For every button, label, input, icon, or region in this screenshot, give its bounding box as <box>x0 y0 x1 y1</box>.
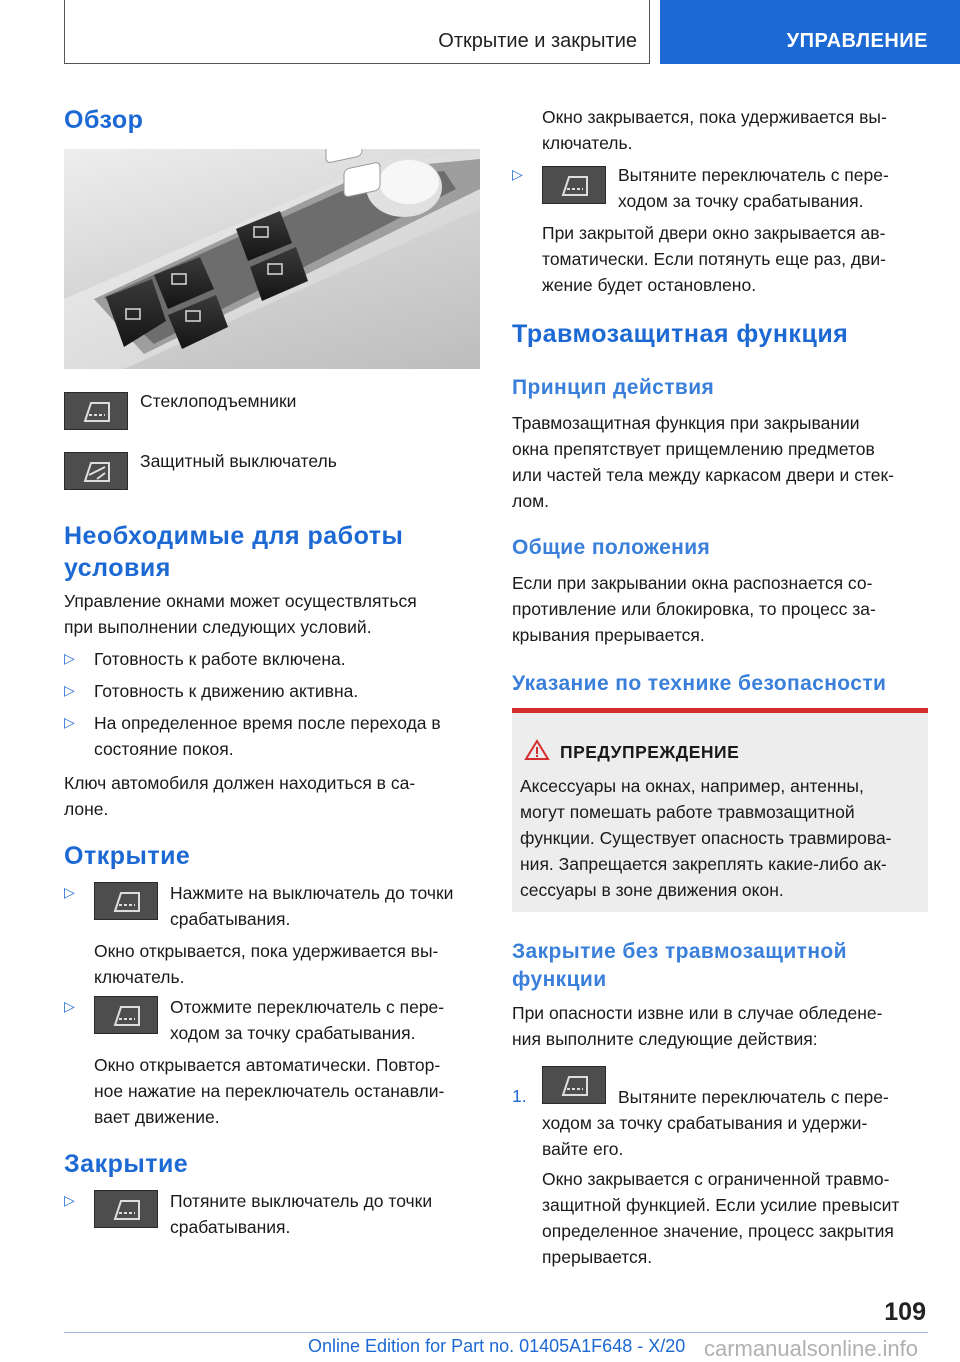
window-switch-icon <box>94 1190 158 1228</box>
closing-step2-result-line3: жение будет остановлено. <box>542 275 757 295</box>
opening-step2-result-line3: вает движение. <box>94 1107 220 1127</box>
bullet-triangle-icon: ▷ <box>512 166 523 182</box>
opening-step1-result-line1: Окно открывается, пока удерживается вы- <box>94 941 439 961</box>
bullet-triangle-icon: ▷ <box>64 884 75 900</box>
general-line1: Если при закрывании окна распознается со- <box>512 573 873 593</box>
override-step-line3: вайте его. <box>542 1139 624 1159</box>
bullet-triangle-icon: ▷ <box>64 650 75 666</box>
closing-title: Закрытие <box>64 1150 189 1178</box>
legend-window-switch-label: Стеклоподъемники <box>140 391 297 411</box>
override-result-line4: прерывается. <box>542 1247 653 1267</box>
override-intro-line1: При опасности извне или в случае обледене- <box>512 1003 883 1023</box>
closing-step1-line2: срабатывания. <box>170 1217 291 1237</box>
bullet-triangle-icon: ▷ <box>64 998 75 1014</box>
conditions-note-line2: лоне. <box>64 799 109 819</box>
closing-step1-line1: Потяните выключатель до точки <box>170 1191 433 1211</box>
window-switch-icon <box>64 392 128 430</box>
closing-step2-line1: Вытяните переключатель с пере- <box>618 165 889 185</box>
condition-item-3-line1: На определенное время после перехода в <box>94 713 441 733</box>
opening-step1-line2: срабатывания. <box>170 909 291 929</box>
safety-switch-icon <box>64 452 128 490</box>
opening-step2-line2: ходом за точку срабатывания. <box>170 1023 416 1043</box>
legend-safety-switch-label: Защитный выключатель <box>140 451 337 471</box>
override-intro-line2: ния выполните следующие действия: <box>512 1029 818 1049</box>
conditions-title-line1: Необходимые для работы <box>64 522 404 550</box>
window-switch-icon <box>94 882 158 920</box>
overview-title: Обзор <box>64 106 144 134</box>
window-switch-illustration <box>64 149 480 369</box>
override-result-line3: определенное значение, процесс закрытия <box>542 1221 894 1241</box>
override-title-line1: Закрытие без травмозащитной <box>512 940 847 963</box>
bullet-triangle-icon: ▷ <box>64 714 75 730</box>
bullet-triangle-icon: ▷ <box>64 682 75 698</box>
principle-title: Принцип действия <box>512 376 715 399</box>
warning-line2: могут помешать работе травмозащитной <box>520 802 855 822</box>
override-step-line1: Вытяните переключатель с пере- <box>618 1087 889 1107</box>
header-chapter-title: УПРАВЛЕНИЕ <box>786 30 928 52</box>
principle-line4: лом. <box>512 491 550 511</box>
pinch-protection-title: Травмозащитная функция <box>512 320 849 348</box>
opening-step1-result-line2: ключатель. <box>94 967 185 987</box>
conditions-note-line1: Ключ автомобиля должен находиться в са- <box>64 773 416 793</box>
warning-triangle-icon <box>524 739 550 761</box>
opening-step2-result-line2: ное нажатие на переключатель останавли- <box>94 1081 445 1101</box>
condition-item-1: Готовность к работе включена. <box>94 649 346 669</box>
window-switch-icon <box>542 1066 606 1104</box>
warning-line5: сессуары в зоне движения окон. <box>520 880 784 900</box>
conditions-title-line2: условия <box>64 554 171 582</box>
principle-line3: или частей тела между каркасом двери и стек- <box>512 465 894 485</box>
header-section-box <box>64 0 650 64</box>
warning-box <box>512 708 928 912</box>
opening-step1-line1: Нажмите на выключатель до точки <box>170 883 454 903</box>
closing-step2-line2: ходом за точку срабатывания. <box>618 191 864 211</box>
condition-item-2: Готовность к движению активна. <box>94 681 359 701</box>
warning-line4: ния. Запрещается закреплять какие-либо ак- <box>520 854 887 874</box>
override-result-line2: защитной функцией. Если усилие превысит <box>542 1195 900 1215</box>
closing-step2-result-line2: томатически. Если потянуть еще раз, дви- <box>542 249 886 269</box>
bullet-triangle-icon: ▷ <box>64 1192 75 1208</box>
principle-line1: Травмозащитная функция при закрывании <box>512 413 860 433</box>
header-chapter-tab[interactable] <box>660 0 960 64</box>
override-title-line2: функции <box>512 968 607 991</box>
page-number: 109 <box>884 1298 926 1326</box>
principle-line2: окна препятствует прищемлению предметов <box>512 439 875 459</box>
warning-line3: функции. Существует опасность травмирова- <box>520 828 892 848</box>
warning-line1: Аксессуары на окнах, например, антенны, <box>520 776 864 796</box>
conditions-intro-line1: Управление окнами может осуществляться <box>64 591 417 611</box>
opening-step2-line1: Отожмите переключатель с пере- <box>170 997 445 1017</box>
safety-title: Указание по технике безопасности <box>512 672 887 695</box>
general-title: Общие положения <box>512 536 711 559</box>
warning-label: ПРЕДУПРЕЖДЕНИЕ <box>560 742 740 762</box>
override-result-line1: Окно закрывается с ограниченной травмо- <box>542 1169 890 1189</box>
override-step-line2: ходом за точку срабатывания и удержи- <box>542 1113 868 1133</box>
condition-item-3-line2: состояние покоя. <box>94 739 234 759</box>
general-line2: противление или блокировка, то процесс за- <box>512 599 876 619</box>
opening-title: Открытие <box>64 842 191 870</box>
footer-divider <box>64 1332 928 1333</box>
footer-edition: Online Edition for Part no. 01405A1F648 - X/20 <box>308 1336 686 1356</box>
step-number: 1. <box>512 1086 527 1106</box>
window-switch-icon <box>542 166 606 204</box>
footer-watermark: carmanualsonline.info <box>704 1336 919 1361</box>
closing-step1-result-line2: ключатель. <box>542 133 633 153</box>
conditions-intro-line2: при выполнении следующих условий. <box>64 617 372 637</box>
header-section-title: Открытие и закрытие <box>438 30 637 52</box>
window-switch-photo <box>64 149 480 369</box>
window-switch-icon <box>94 996 158 1034</box>
closing-step1-result-line1: Окно закрывается, пока удерживается вы- <box>542 107 887 127</box>
opening-step2-result-line1: Окно открывается автоматически. Повтор- <box>94 1055 441 1075</box>
general-line3: крывания прерывается. <box>512 625 705 645</box>
closing-step2-result-line1: При закрытой двери окно закрывается ав- <box>542 223 886 243</box>
